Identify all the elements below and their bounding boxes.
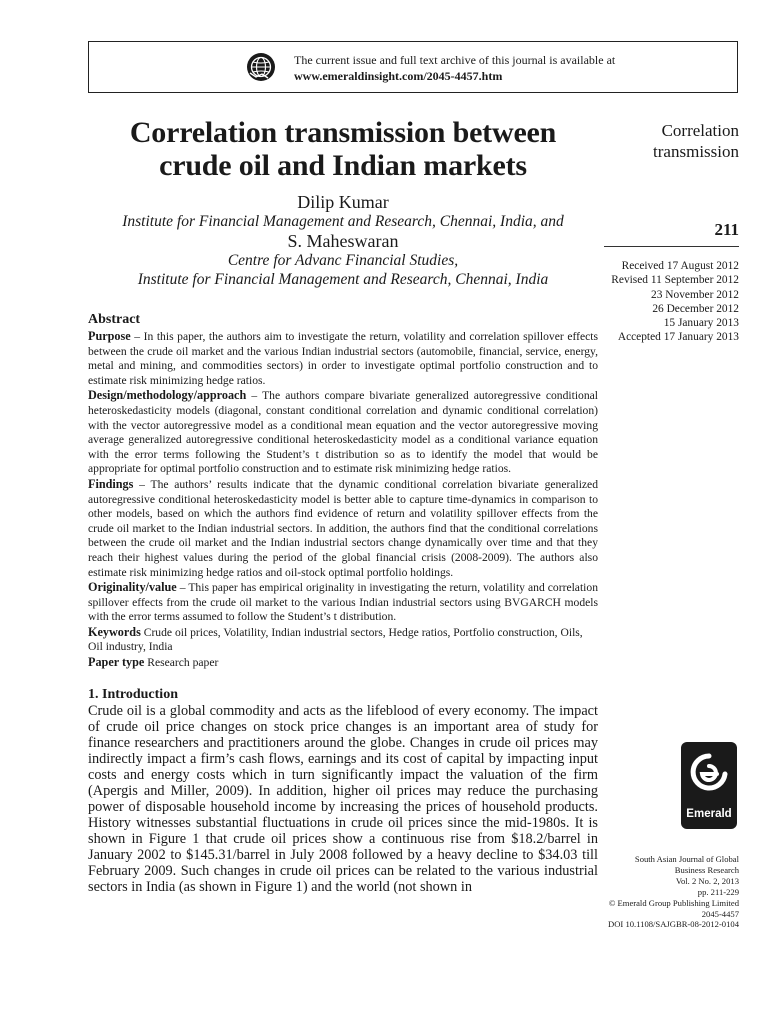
design-label: Design/methodology/approach [88, 388, 247, 403]
findings-text: – The authors’ results indicate that the dynamic conditional correlation bivariate generalized autoregressive conditional heteroskedasticity model is better able to capture time-dynamics in comparison to other models, based on which the authors find evidence of return and volatility spillover effects from the crude oil market to the Indian industrial sectors. In addition, the authors find that the conditional correlations between the crude oil market and the Indian industrial sectors change dynamically over time and that they reach their highest values during the period of the global financial crisis (2008-2009). The authors also estimate risk minimizing hedge ratios and oil-stock optimal portfolio holdings. [88, 477, 598, 579]
date-revised-1: Revised 11 September 2012 [611, 274, 739, 287]
abstract-originality [88, 580, 598, 625]
abstract-findings [88, 477, 598, 580]
copyright: © Emerald Group Publishing Limited [608, 897, 739, 908]
paper-type [88, 655, 598, 671]
affiliation-1: Institute for Financial Management and Research, Chennai, India, and [122, 213, 564, 230]
purpose-label: Purpose [88, 329, 131, 343]
date-received: Received 17 August 2012 [621, 260, 739, 272]
keywords-text: Crude oil prices, Volatility, Indian industrial sectors, Hedge ratios, Portfolio construction, Oils, Oil industry, India [88, 625, 583, 654]
date-accepted: Accepted 17 January 2013 [617, 331, 739, 344]
paper-type-text: Research paper [144, 656, 219, 670]
journal-availability-box [88, 41, 738, 93]
paper-type-label: Paper type [88, 655, 145, 670]
title-line-1: Correlation transmission between [129, 116, 557, 149]
introduction-text: Crude oil is a global commodity and acts as the lifeblood of every economy. The impact of crude oil price changes on stock price changes is an important area of study for finance researchers and practitioners around the globe. Changes in crude oil prices may indirectly impact a firm’s cash flows, earnings and its cost of capital by impacting input costs and energy costs which in turn significantly impact the valuation of the firm (Apergis and Miller, 2009). In addition, higher oil prices may reduce the purchasing power of disposable household income by increasing the prices of household products. History witnesses substantial fluctuations in crude oil prices since the mid-1980s. It is shown in Figure 1 that crude oil prices show a continuous rise from $18.2/barrel in January 2002 to $145.31/barrel in July 2008 followed by a heavy decline to $34.03 till February 2009. Such changes in crude oil prices can be related to the various industrial sectors in India (as shown in Figure 1) and the world (not shown in [88, 702, 598, 896]
purpose-text: – In this paper, the authors aim to investigate the return, volatility and correlation spillover effects between the crude oil market and the various Indian industrial sectors (automobile, financial, service, energy, metal and mining, and commodities sectors) in order to investigate optimal portfolio construction and to estimate risk minimizing hedge ratios. [88, 330, 598, 387]
title-line-2: crude oil and Indian markets [159, 149, 527, 182]
date-revised-4: 15 January 2013 [663, 317, 739, 330]
author-1: Dilip Kumar [297, 192, 389, 212]
emerald-wordmark: Emerald [686, 808, 732, 820]
page-number: 211 [714, 220, 739, 239]
abstract-purpose [88, 329, 598, 388]
journal-url-link[interactable]: www.emeraldinsight.com/2045-4457.htm [294, 69, 503, 83]
affiliation-2-line-1: Centre for Advanc Financial Studies, [227, 252, 459, 269]
journal-volume: Vol. 2 No. 2, 2013 [675, 875, 739, 886]
findings-label: Findings [88, 476, 134, 491]
originality-text: – This paper has empirical originality in investigating the return, volatility and correlation spillover effects from the crude oil market to the various Indian industrial sectors using BVGARCH models with the error terms assumed to follow the Student’s t distribution. [88, 581, 598, 624]
emerald-logo [681, 742, 737, 829]
design-text: – The authors compare bivariate generalized autoregressive conditional heteroskedasticity models (diagonal, constant conditional correlation and dynamic conditional correlation) with the vector autoregressive model as a conditional mean equation and the vector autoregressive moving average generalized autoregressive conditional heteroskedasticity model as a conditional variance equation with the error terms following the Student’s t distribution so as to identify the model that would be appropriate for optimal portfolio construction and to estimate risk minimizing hedge ratios. [88, 389, 598, 476]
abstract-heading: Abstract [88, 312, 141, 327]
introduction-heading: 1. Introduction [88, 686, 178, 702]
article-title [88, 116, 598, 182]
journal-name-line-1: South Asian Journal of Global [634, 854, 739, 864]
journal-info [604, 854, 739, 930]
affiliation-2-line-2: Institute for Financial Management and Research, Chennai, India [137, 271, 549, 288]
issn: 2045-4457 [701, 908, 739, 919]
abstract-design [88, 388, 598, 477]
article-history [604, 259, 739, 345]
keywords-label: Keywords [88, 624, 141, 639]
running-title [604, 120, 739, 162]
journal-pages: pp. 211-229 [697, 886, 739, 897]
originality-label: Originality/value [88, 580, 177, 595]
running-title-line-1: Correlation [661, 121, 739, 140]
globe-icon [246, 52, 276, 82]
doi: DOI 10.1108/SAJGBR-08-2012-0104 [608, 919, 739, 930]
date-revised-2: 23 November 2012 [651, 288, 739, 301]
main-column [88, 116, 598, 895]
emerald-swirl-icon [687, 750, 731, 802]
journal-name-line-2: Business Research [674, 864, 739, 875]
author-2: S. Maheswaran [287, 231, 399, 251]
keywords [88, 625, 598, 655]
date-revised-3: 26 December 2012 [652, 302, 739, 315]
availability-text: The current issue and full text archive of this journal is available at [294, 53, 616, 67]
margin-divider [604, 246, 739, 247]
running-title-line-2: transmission [653, 142, 739, 161]
